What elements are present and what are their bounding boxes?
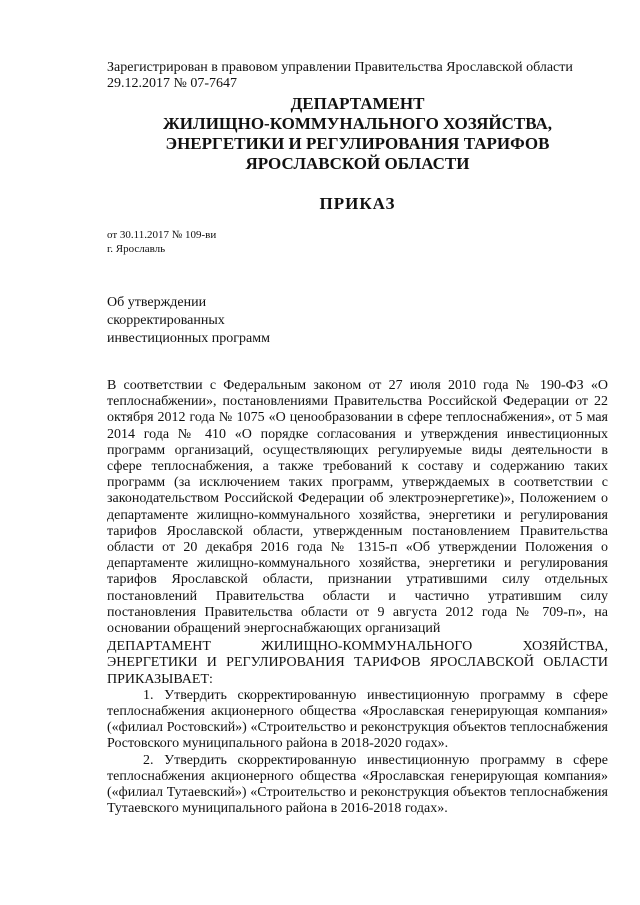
subject-line: скорректированных	[107, 313, 225, 328]
order-subject	[107, 294, 608, 348]
registration-line: Зарегистрирован в правовом управлении Правительства Ярославской области	[107, 60, 573, 75]
order-title: ПРИКАЗ	[319, 194, 396, 213]
department-heading-line: ДЕПАРТАМЕНТ	[290, 94, 425, 113]
department-heading-line: ЭНЕРГЕТИКИ И РЕГУЛИРОВАНИЯ ТАРИФОВ	[165, 134, 550, 153]
order-body	[107, 378, 608, 637]
order-meta	[107, 228, 608, 256]
registration-stamp	[107, 0, 608, 92]
order-items	[107, 688, 608, 818]
department-heading-line: ЯРОСЛАВСКОЙ ОБЛАСТИ	[245, 154, 470, 173]
order-item: 2. Утвердить скорректированную инвестиционную программу в сфере теплоснабжения акционерного общества «Ярославская генерирующая компания» («филиал Тутаевский») «Строительство и реконструкция объектов теплоснабжения Тутаевского муниципального района в 2016-2018 годах».	[107, 752, 608, 817]
subject-line: инвестиционных программ	[107, 331, 270, 346]
preamble-paragraph: В соответствии с Федеральным законом от 27 июля 2010 года № 190-ФЗ «О теплоснабжении», постановлениями Правительства Российской Федерации от 22 октября 2012 года № 1075 «О ценообразовании в сфере теплоснабжения», от 5 мая 2014 года № 410 «О порядке согласования и утверждения инвестиционных программ организаций, осуществляющих регулируемые виды деятельности в сфере теплоснабжения, а также требований к составу и содержанию таких программ (за исключением таких программ, утверждаемых в соответствии с законодательством Российской Федерации об электроэнергетике)», Положением о департаменте жилищно-коммунального хозяйства, энергетики и регулирования тарифов Ярославской области, утвержденным постановлением Правительства области от 20 декабря 2016 года № 1315-п «Об утверждении Положения о департаменте жилищно-коммунального хозяйства, энергетики и регулирования тарифов Ярославской области, признании утратившими силу отдельных постановлений Правительства области и частично утратившим силу постановления Правительства области от 9 августа 2012 года № 709-п», на основании обращений энергоснабжающих организаций	[107, 378, 608, 637]
order-date-number: от 30.11.2017 № 109-ви	[107, 229, 217, 241]
order-item: 1. Утвердить скорректированную инвестиционную программу в сфере теплоснабжения акционерного общества «Ярославская генерирующая компания» («филиал Ростовский») «Строительство и реконструкция объектов теплоснабжения Ростовского муниципального района в 2018-2020 годах».	[107, 687, 608, 752]
department-heading-line: ЖИЛИЩНО-КОММУНАЛЬНОГО ХОЗЯЙСТВА,	[163, 114, 552, 133]
order-city: г. Ярославль	[107, 243, 166, 255]
decree-paragraph: ДЕПАРТАМЕНТ ЖИЛИЩНО-КОММУНАЛЬНОГО ХОЗЯЙСТВА, ЭНЕРГЕТИКИ И РЕГУЛИРОВАНИЯ ТАРИФОВ ЯРОСЛАВСКОЙ ОБЛАСТИ ПРИКАЗЫВАЕТ:	[107, 639, 608, 687]
registration-number: 29.12.2017 № 07-7647	[107, 76, 238, 91]
subject-line: Об утверждении	[107, 295, 207, 310]
department-heading	[107, 94, 608, 174]
